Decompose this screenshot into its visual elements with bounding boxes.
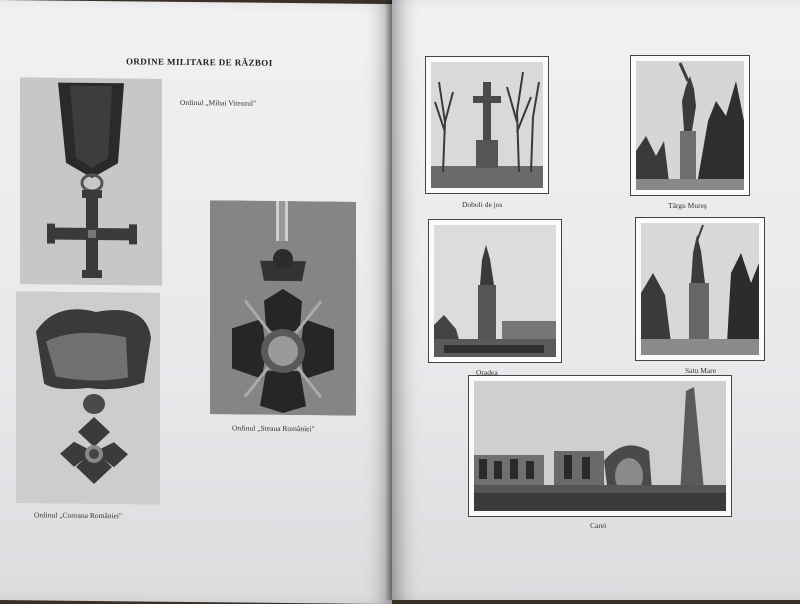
photo-carei — [468, 375, 732, 517]
coroana-romaniei-cross-image — [16, 291, 160, 505]
photo-targu-mures — [630, 55, 750, 196]
caption-oradea: Oradea — [476, 368, 498, 377]
caption-carei: Carei — [590, 521, 607, 530]
left-page — [0, 0, 392, 604]
medal-photo-coroana-romaniei — [16, 291, 160, 505]
photo-satu-mare — [635, 217, 765, 361]
right-page — [392, 0, 800, 600]
caption-doboli-de-jos: Doboli de jos — [462, 200, 503, 209]
photo-doboli-de-jos — [425, 56, 549, 194]
page-heading: ORDINE MILITARE DE RĂZBOI — [126, 56, 273, 68]
photo-oradea — [428, 219, 562, 363]
medal-photo-steaua-romaniei — [210, 200, 356, 416]
caption-mihai-viteazul: Ordinul „Mihai Viteazul" — [180, 97, 257, 108]
cross-monument-image — [431, 62, 543, 188]
carei-monument-image — [474, 381, 726, 511]
caption-coroana-romaniei: Ordinul „Coroana României" — [34, 510, 123, 521]
steaua-romaniei-cross-image — [210, 200, 356, 416]
medal-photo-mihai-viteazul — [20, 77, 162, 285]
caption-satu-mare: Satu Mare — [685, 366, 717, 375]
mihai-viteazul-cross-image — [20, 77, 162, 285]
soldier-monument-oradea-image — [434, 225, 556, 357]
caption-targu-mures: Târgu Mureş — [668, 201, 707, 210]
soldier-monument-satu-mare-image — [641, 223, 759, 355]
soldier-statue-image — [636, 61, 744, 190]
caption-steaua-romaniei: Ordinul „Steaua României" — [232, 423, 315, 434]
